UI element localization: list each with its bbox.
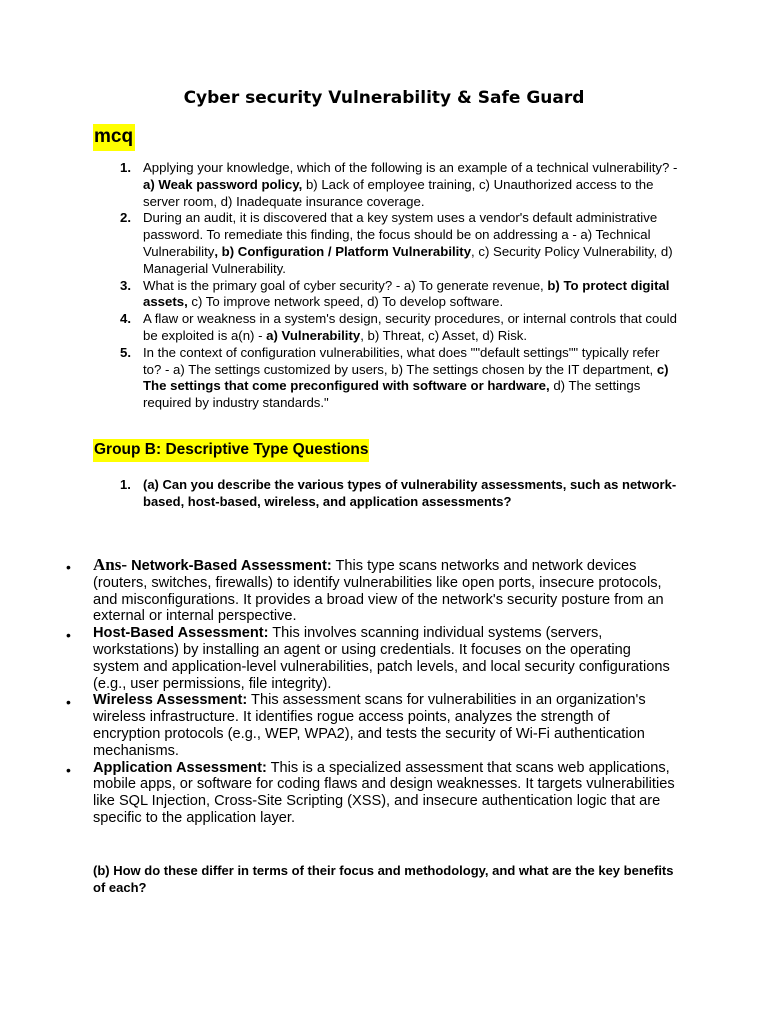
question-text: (a) Can you describe the various types of vulnerability assessments, such as network-based, host-based, wireless, and application assessments?: [143, 477, 677, 509]
question-1a: [120, 476, 680, 510]
mcq-item-text: A flaw or weakness in a system's design, security procedures, or internal controls that could be exploited is a(n) -: [143, 311, 677, 343]
mcq-item: [120, 160, 680, 210]
mcq-item-number: 3.: [120, 277, 131, 293]
bullet-icon: •: [66, 559, 71, 575]
bullet-icon: •: [66, 761, 71, 778]
mcq-item-text: During an audit, it is discovered that a key system uses a vendor's default administrative password. To remediate this finding, the focus should be on addressing a - a) Technical Vulnerability: [143, 210, 658, 259]
mcq-item-number: 1.: [120, 160, 131, 175]
question-1b: (b) How do these differ in terms of their focus and methodology, and what are the key benefits of each?: [93, 863, 674, 895]
bullet-icon: •: [66, 627, 71, 644]
mcq-item-number: 4.: [120, 311, 131, 327]
mcq-item-answer: c) The settings that come preconfigured with software or hardware,: [143, 361, 669, 394]
answer-term: Wireless Assessment:: [93, 692, 248, 709]
mcq-item-text: b) Lack of employee training, c) Unauthorized access to the server room, d) Inadequate insurance coverage.: [143, 176, 654, 209]
answer-text: This type scans networks and network devices (routers, switches, firewalls) to identify vulnerabilities like open ports, insecure protocols, and misconfigurations. It provides a broad view of the network's security posture from an external or internal perspective.: [93, 558, 664, 625]
answer-text: This assessment scans for vulnerabilities in an organization's wireless infrastructure. It identifies rogue access points, analyzes the strength of encryption protocols (e.g., WEP, WPA2), and tests the security of Wi-Fi authentication mechanisms.: [93, 692, 646, 759]
answer-item: [66, 760, 676, 827]
mcq-item-text: In the context of configuration vulnerabilities, what does ""default settings"" typically refer to? - a) The settings customized by users, b) The settings chosen by the IT department,: [143, 344, 660, 377]
answer-item: [66, 692, 676, 759]
mcq-item-number: 5.: [120, 344, 131, 360]
mcq-item-answer: , b) Configuration / Platform Vulnerability: [214, 243, 472, 259]
mcq-item: [120, 278, 680, 312]
answer-text: This involves scanning individual systems (servers, workstations) by installing an agent or using credentials. It focuses on the operating system and application-level vulnerabilities, patch levels, and local security configurations (e.g., user permissions, file integrity).: [93, 625, 670, 692]
mcq-heading: mcq: [93, 124, 135, 151]
bullet-icon: •: [66, 694, 71, 711]
mcq-item: [120, 345, 680, 412]
answer-term: Network-Based Assessment:: [131, 558, 332, 574]
mcq-item-answer: a) Vulnerability: [266, 327, 361, 343]
group-b-heading: Group B: Descriptive Type Questions: [93, 439, 369, 462]
answer-term: Host-Based Assessment:: [93, 625, 269, 642]
mcq-item-answer: b) To protect digital assets,: [143, 277, 670, 310]
mcq-item-text: Applying your knowledge, which of the following is an example of a technical vulnerability? -: [143, 160, 678, 175]
answer-label: Ans-: [93, 555, 128, 574]
mcq-item-text: , c) Security Policy Vulnerability, d) Managerial Vulnerability.: [143, 243, 673, 276]
mcq-item: [120, 311, 680, 345]
mcq-item-answer: a) Weak password policy,: [143, 176, 303, 192]
document-title: Cyber security Vulnerability & Safe Guard: [183, 88, 585, 108]
answer-item: [66, 625, 676, 692]
answer-list: [66, 557, 676, 827]
mcq-list: [120, 160, 680, 412]
mcq-item-text: d) The settings required by industry standards.": [143, 378, 641, 411]
mcq-item-text: c) To improve network speed, d) To develop software.: [187, 294, 504, 310]
mcq-item-text: , b) Threat, c) Asset, d) Risk.: [360, 327, 528, 343]
mcq-item-text: What is the primary goal of cyber security? - a) To generate revenue,: [143, 277, 548, 293]
answer-item: [66, 557, 676, 625]
answer-term: Application Assessment:: [93, 759, 267, 776]
question-number: 1.: [120, 477, 131, 492]
mcq-item: [120, 210, 680, 277]
answer-text: This is a specialized assessment that scans web applications, mobile apps, or software for coding flaws and design weaknesses. It targets vulnerabilities like SQL Injection, Cross-Site Scripting (XSS), and insecure authentication logic that are specific to the application layer.: [93, 759, 675, 826]
mcq-item-number: 2.: [120, 210, 131, 226]
